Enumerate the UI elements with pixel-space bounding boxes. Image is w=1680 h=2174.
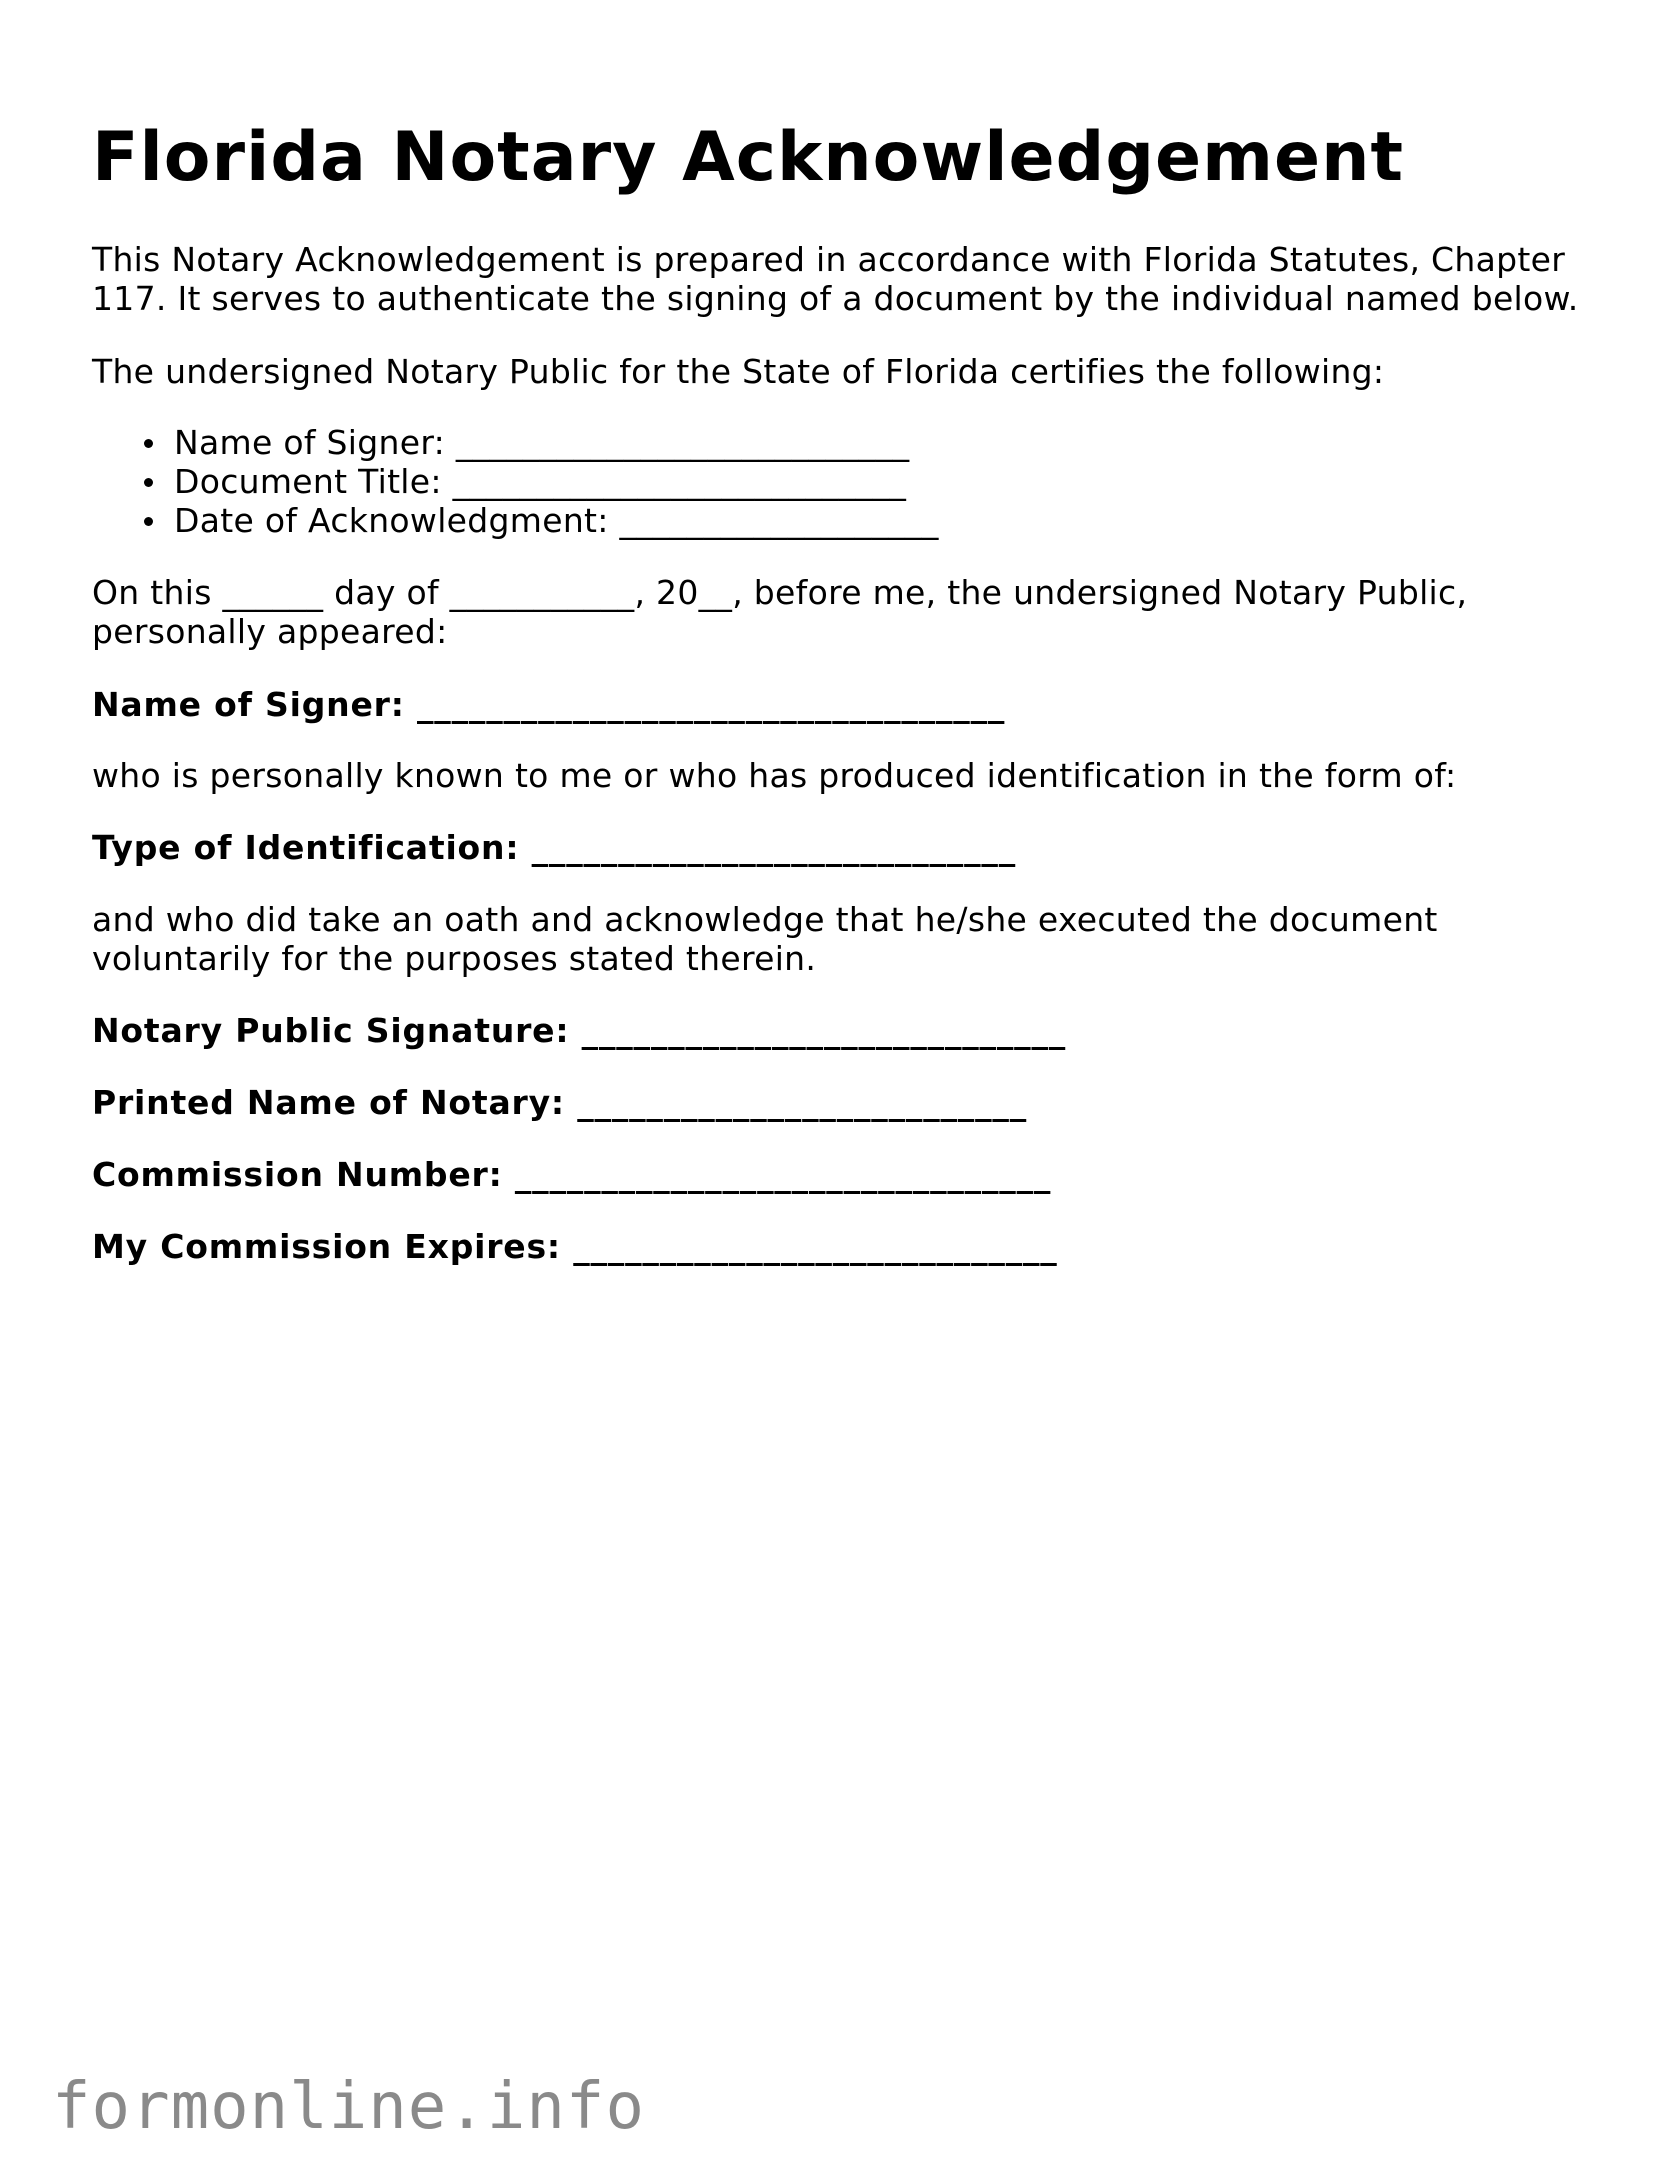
commission-number-field: Commission Number: _______________________________ — [92, 1155, 1052, 1194]
list-item-document-title: Document Title: ___________________________ — [174, 462, 939, 501]
appearance-paragraph: On this ______ day of ___________, 20__, before me, the undersigned Notary Public, personally appeared: — [92, 573, 1468, 651]
watermark: formonline.info — [52, 2070, 645, 2144]
certifies-paragraph: The undersigned Notary Public for the State of Florida certifies the following: — [92, 352, 1385, 391]
list-item-acknowledgment-date: Date of Acknowledgment: ___________________ — [174, 501, 939, 540]
signer-name-field: Name of Signer: __________________________________ — [92, 685, 1006, 724]
identification-paragraph: who is personally known to me or who has produced identification in the form of: — [92, 756, 1457, 795]
intro-paragraph: This Notary Acknowledgement is prepared in accordance with Florida Statutes, Chapter 117. It serves to authenticate the signing of a document by the individual named below. — [92, 240, 1579, 318]
notary-signature-field: Notary Public Signature: ____________________________ — [92, 1011, 1067, 1050]
certification-list — [92, 423, 939, 540]
document-title: Florida Notary Acknowledgement — [92, 118, 1405, 197]
oath-paragraph: and who did take an oath and acknowledge that he/she executed the document voluntarily for the purposes stated therein. — [92, 900, 1438, 978]
list-item-signer-name: Name of Signer: ___________________________ — [174, 423, 939, 462]
notary-printed-name-field: Printed Name of Notary: __________________________ — [92, 1083, 1027, 1122]
commission-expires-field: My Commission Expires: ____________________________ — [92, 1227, 1058, 1266]
identification-type-field: Type of Identification: ____________________________ — [92, 828, 1017, 867]
